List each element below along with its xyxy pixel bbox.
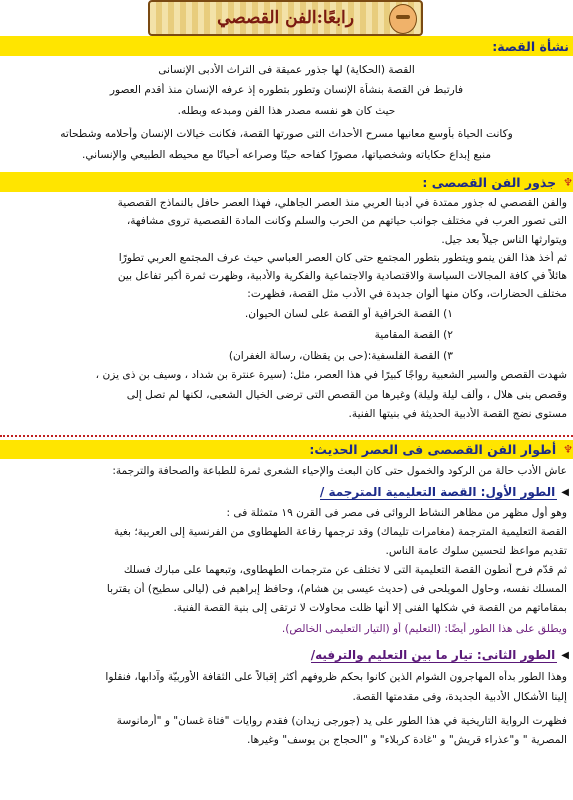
text-line: القصة (الحكاية) لها جذور عميقة فى التراث الأدبى الإنسانى <box>158 64 415 76</box>
text-line: وهذا الطور بدأه المهاجرون الشوام الذين كانوا بحكم ظروفهم أكثر إقبالاً على الثقافة الأوربيّة وآدابها، فنقلوا <box>105 671 567 683</box>
list-item: ١) القصة الخرافية أو القصة على لسان الحيوان. <box>244 308 453 320</box>
text-line: شهدت القصص والسير الشعبية رواجًا كبيرًا في هذا العصر، مثل: (سيرة عنترة بن شداد ، وسيف بن ذى يزن ، <box>95 369 567 381</box>
text-line: ويتوارثها الناس جيلاً بعد جيل. <box>441 234 567 246</box>
divider <box>0 435 573 437</box>
text-line: بمقاماتهم من القصة في شكلها الفنى إلا أنها ظلت محاولات لا ترتقى إلى بنية القصة الفنية. <box>173 602 567 614</box>
text-line: المصرية " و"عذراء قريش" و "غادة كربلاء" و "الحجاج بن يوسف" وغيرها. <box>247 734 567 746</box>
cartoon-figure-icon <box>389 4 417 34</box>
text-line: حيث كان هو نفسه مصدر هذا الفن ومبدعه وبطله. <box>177 105 396 117</box>
text-line: والفن القصصي له جذور ممتدة في أدبنا العربي منذ العصر الجاهلي، فهذا العصر حافل بالنماذج القصصية <box>117 197 567 209</box>
subheading-phase-one: ◀ الطور الأول: القصة التعليمية المترجمة / <box>0 483 573 501</box>
text-line: مختلف الحضارات، وكان منها ألوان جديدة في الأدب مثل القصة، فظهرت: <box>247 288 567 300</box>
text-line: ثم أخذ هذا الفن ينمو ويتطور بتطور المجتمع حتى كان العصر العباسي حيث عرف المجتمع العربي تطورًا <box>118 252 567 264</box>
text-line: وهو أول مظهر من مظاهر النشاط الروائى فى مصر فى القرن ١٩ متمثلة فى : <box>226 507 567 519</box>
section-heading-phases: ♆ أطوار الفن القصصى فى العصر الحديث: <box>0 440 573 459</box>
text-line: ثم قدّم فرح أنطون القصة التعليمية التى لا تختلف عن مترجمات الطهطاوى، وتبعهما على مبارك فسلك <box>123 564 567 576</box>
title-banner <box>148 0 423 36</box>
text-line: وكانت الحياة بأوسع معانيها مسرح الأحداث التى صورتها القصة، فكانت خيالات الإنسان وأحلامه وشطحاته <box>60 128 513 140</box>
text-line: فظهرت الرواية التاريخية في هذا الطور على يد (جورجى زيدان) فقدم روايات "فتاة غسان" و "أرمانوسة <box>116 715 567 727</box>
text-line: المسلك نفسه، وحاول المويلحى فى (حديث عيسى بن هشام)، وحافظ إبراهيم فى (ليالى سطيح) أن يقتربا <box>106 583 567 595</box>
page-title: رابعًا:الفن القصصي <box>217 8 354 28</box>
text-line: مستوى نضج القصة الأدبية الحديثة في بنيتها الفنية. <box>348 408 567 420</box>
text-line: هائلاً في كافة المجالات السياسة والاقتصادية والاجتماعية والفكرية والأدبية، وظهرت ثمرة أكبر تفاعل بين <box>117 270 567 282</box>
subheading-phase-two: ◀ الطور الثانى: تيار ما بين التعليم والترفيه/ <box>0 646 573 664</box>
triangle-bullet-icon: ◀ <box>561 649 569 661</box>
text-line: ويطلق على هذا الطور أيضًا: (التعليم) أو (التيار التعليمى الخالص). <box>281 623 567 635</box>
text-line: عاش الأدب حالة من الركود والخمول حتى كان البعث والإحياء الشعرى ثمرة للطباعة والصحافة والترجمة: <box>112 465 567 477</box>
text-line: تقديم مواعظ لتحسين سلوك عامة الناس. <box>385 545 567 557</box>
text-line: وقصص بنى هلال ، وألف ليلة وليلة) وغيرها من القصص التى ترضى الخيال الشعبى، لكنها لم تصل إلى <box>126 389 567 401</box>
text-line: القصة التعليمية المترجمة (مغامرات تليماك) وقد ترجمها رفاعة الطهطاوى من الفرنسية إلى العربية؛ بغية <box>114 526 567 538</box>
text-line: منبع إبداع حكاياته وشخصياتها، مصورًا كفاحه حينًا وصراعه أحيانًا مع محيطه الطبيعي والإنساني. <box>81 149 492 161</box>
triangle-bullet-icon: ◀ <box>561 486 569 498</box>
section-heading-origins: نشأة القصة: <box>0 36 573 56</box>
bullet-icon: ♆ <box>563 443 573 456</box>
text-line: التى تصور العرب في مختلف جوانب حياتهم من الحرب والسلم وكانت المادة القصصية تروى مشافهة، <box>126 215 567 227</box>
bullet-icon: ♆ <box>563 175 573 189</box>
text-line: فارتبط فن القصة بنشأة الإنسان وتطور بتطوره إذ عرفه الإنسان منذ أقدم العصور <box>109 84 464 96</box>
list-item: ٣) القصة الفلسفية:(حى بن يقظان، رسالة الغفران) <box>228 350 453 362</box>
list-item: ٢) القصة المقامية <box>374 329 453 341</box>
text-line: إلينا الأشكال الأدبية الجديدة، وفى مقدمتها القصة. <box>352 691 567 703</box>
section-heading-roots: ♆ جذور الفن القصصى : <box>0 172 573 192</box>
